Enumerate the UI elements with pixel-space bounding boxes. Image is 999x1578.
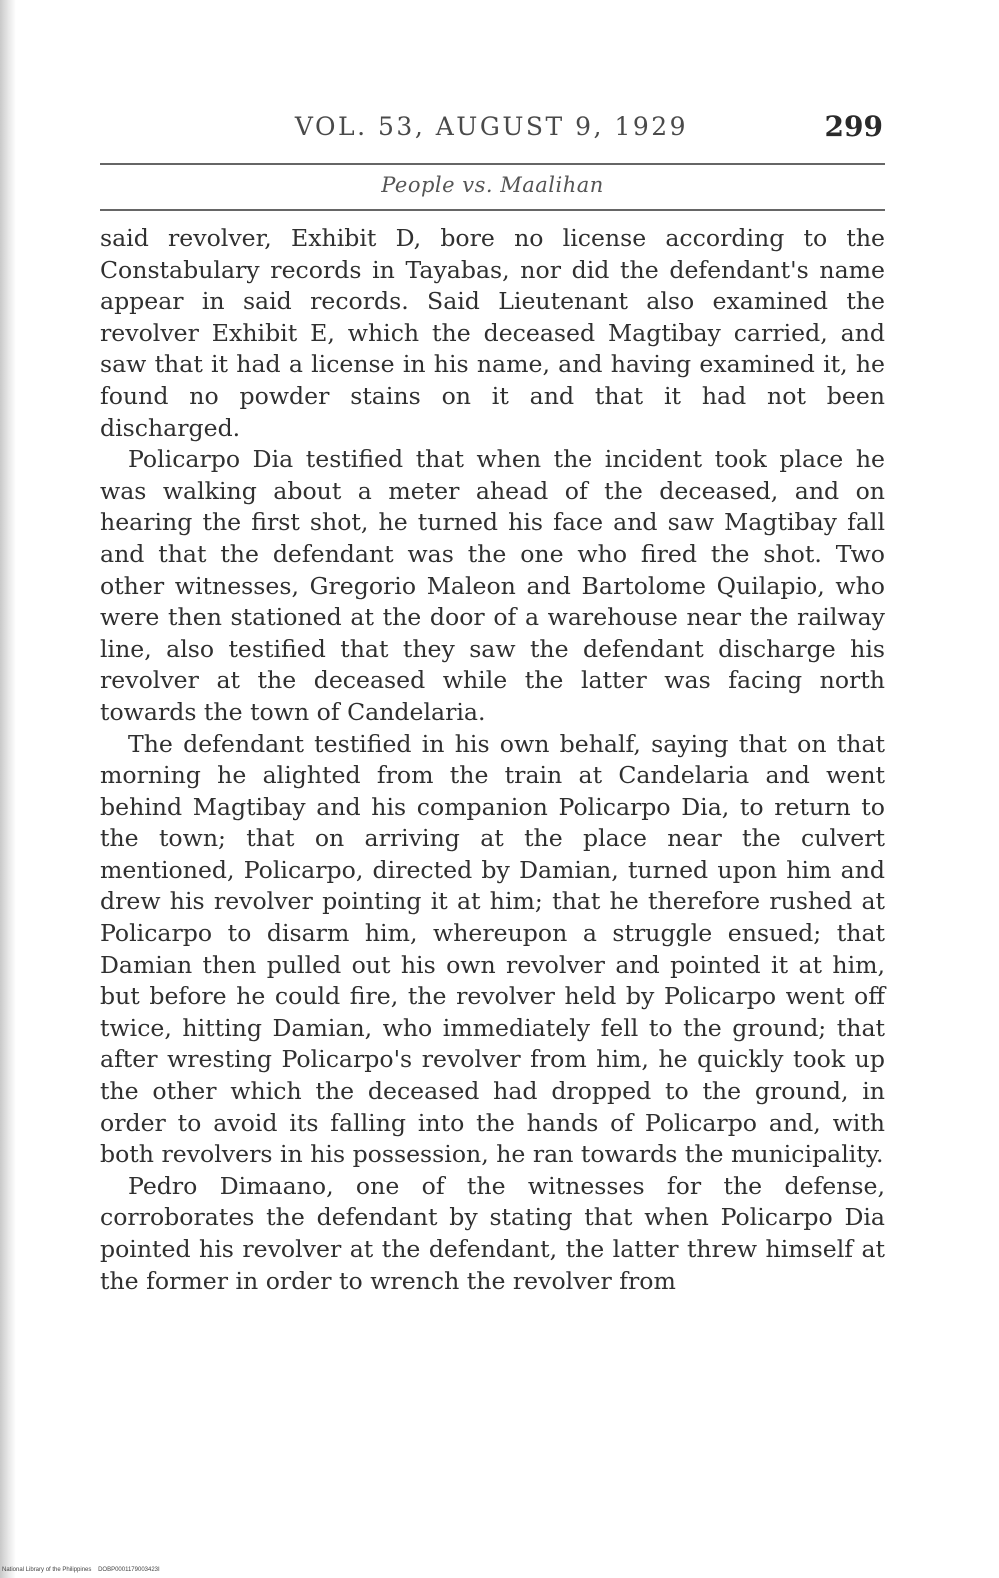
paragraph: Pedro Dimaano, one of the witnesses for the defense, corroborates the defendant by stating that when Policarpo Dia pointed his revolver at the defendant, the latter threw himself at the former in order to wrench the revolver from: [100, 1171, 885, 1295]
case-title: People vs. Maalihan: [381, 173, 604, 197]
header-rule-top: [100, 163, 885, 165]
header-rule-bottom: [100, 209, 885, 211]
paragraph: said revolver, Exhibit D, bore no license according to the Constabulary records in Tayabas, nor did the defendant's name appear in said records. Said Lieutenant also examined the revolver Exhibit E, which the deceased Magtibay carried, and saw that it had a license in his name, and having examined it, he found no powder stains on it and that it had not been discharged.: [100, 224, 885, 442]
scan-footer: [2, 1567, 160, 1573]
page-number: 299: [824, 110, 883, 143]
paragraph: Policarpo Dia testified that when the incident took place he was walking about a meter ahead of the deceased, and on hearing the first shot, he turned his face and saw Magtibay fall and that the defendant was the one who fired the shot. Two other witnesses, Gregorio Maleon and Bartolome Quilapio, who were then stationed at the door of a warehouse near the railway line, also testified that they saw the defendant discharge his revolver at the deceased while the latter was facing north towards the town of Candelaria.: [100, 445, 885, 726]
paragraph: The defendant testified in his own behalf, saying that on that morning he alighted from the train at Candelaria and went behind Magtibay and his companion Policarpo Dia, to return to the town; that on arriving at the place near the culvert mentioned, Policarpo, directed by Damian, turned upon him and drew his revolver pointing it at him; that he therefore rushed at Policarpo to disarm him, whereupon a struggle ensued; that Damian then pulled out his own revolver and pointed it at him, but before he could fire, the revolver held by Policarpo went off twice, hitting Damian, who immediately fell to the ground; that after wresting Policarpo's revolver from him, he quickly took up the other which the deceased had dropped to the ground, in order to avoid its falling into the hands of Policarpo and, with both revolvers in his possession, he ran towards the municipality.: [100, 729, 885, 1169]
footer-id: DOBP0001179003423I: [98, 1567, 160, 1573]
body-text: [100, 223, 885, 1297]
page-edge-shadow: [0, 0, 16, 1578]
running-title: VOL. 53, AUGUST 9, 1929: [294, 112, 689, 141]
footer-source: National Library of the Philippines: [2, 1567, 92, 1573]
page-header: [100, 110, 883, 143]
